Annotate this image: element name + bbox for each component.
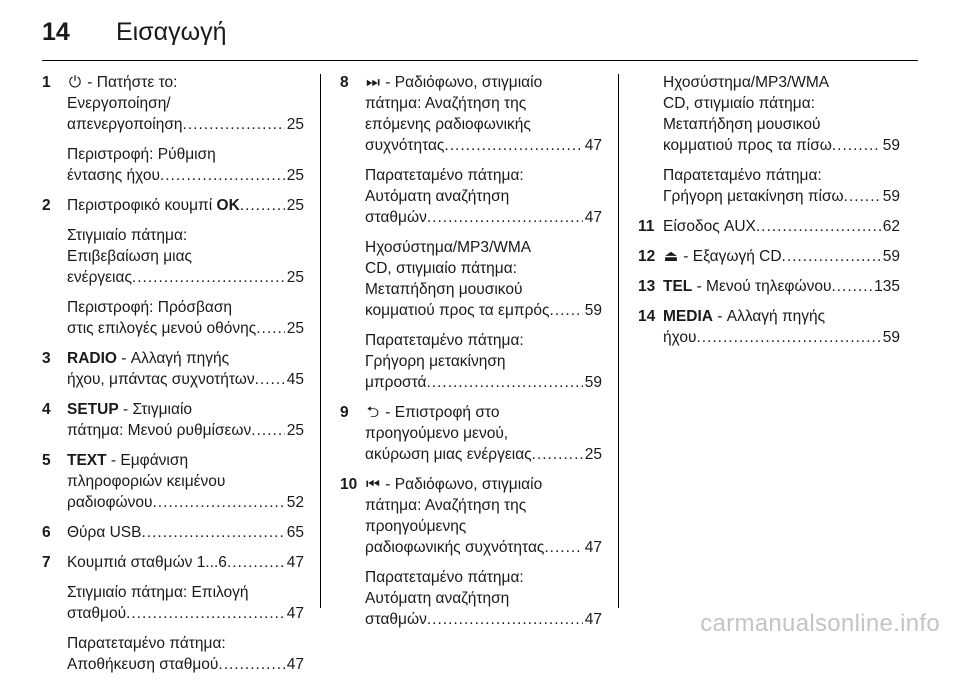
entry-paragraph xyxy=(67,582,304,624)
entry-text: πληροφοριών κειμένου xyxy=(67,473,226,490)
page-reference: 25 xyxy=(286,269,304,286)
dot-leader xyxy=(251,420,284,441)
entry-paragraph xyxy=(67,399,304,441)
entry-line xyxy=(67,471,304,492)
control-key-label: SETUP xyxy=(67,401,119,418)
entry-paragraph xyxy=(663,306,900,348)
entry-text: - Ραδιόφωνο, στιγμιαίο xyxy=(381,476,543,493)
entry-paragraph xyxy=(67,225,304,288)
entry-number: 8 xyxy=(340,74,349,91)
index-entry xyxy=(340,402,602,474)
entry-last-line xyxy=(67,603,304,624)
entry-paragraph xyxy=(67,522,304,543)
page-reference: 59 xyxy=(882,137,900,154)
entry-last-line xyxy=(663,186,900,207)
entry-line xyxy=(365,258,602,279)
entry-text: Ηχοσύστημα/MP3/WMA xyxy=(663,74,830,91)
entry-line xyxy=(67,399,304,420)
entry-last-text: ήχου, μπάντας συχνοτήτων xyxy=(67,371,255,388)
index-entry xyxy=(638,276,900,306)
entry-number: 13 xyxy=(638,278,656,295)
entry-line xyxy=(67,72,304,93)
entry-last-text: κομματιού προς τα πίσω xyxy=(663,137,832,154)
entry-last-line xyxy=(67,195,304,216)
entry-text: Αυτόματη αναζήτηση xyxy=(365,188,510,205)
entry-text: Παρατεταμένο πάτημα: xyxy=(365,332,524,349)
entry-line xyxy=(67,144,304,165)
entry-paragraph xyxy=(67,348,304,390)
entry-text: - Επιστροφή στο xyxy=(381,404,500,421)
page-reference: 25 xyxy=(286,422,304,439)
entry-last-line xyxy=(67,552,304,573)
entry-paragraph xyxy=(663,216,900,237)
entry-last-text: ραδιοφώνου xyxy=(67,494,153,511)
entry-number: 14 xyxy=(638,308,656,325)
entry-text: Στιγμιαίο πάτημα: Επιλογή xyxy=(67,584,249,601)
entry-last-text: Αποθήκευση σταθμού xyxy=(67,656,219,673)
entry-line xyxy=(365,186,602,207)
power-icon: ⏻ xyxy=(68,74,82,91)
entry-last-line xyxy=(365,207,602,228)
entry-text: πάτημα: Αναζήτηση της xyxy=(365,95,527,112)
entry-last-line xyxy=(663,276,900,297)
entry-line xyxy=(365,72,602,93)
dot-leader xyxy=(256,318,285,339)
dot-leader xyxy=(844,186,881,207)
page-reference: 45 xyxy=(286,371,304,388)
dot-leader xyxy=(427,207,583,228)
entry-text: πάτημα: Αναζήτηση της xyxy=(365,497,527,514)
entry-text: Παρατεταμένο πάτημα: xyxy=(67,635,226,652)
entry-line xyxy=(67,225,304,246)
entry-last-line xyxy=(365,300,602,321)
entry-text: Μεταπήδηση μουσικού xyxy=(663,116,821,133)
entry-last-text: σταθμών xyxy=(365,209,427,226)
entry-line xyxy=(365,279,602,300)
page-reference: 59 xyxy=(584,302,602,319)
column-1 xyxy=(42,72,304,684)
entry-text: CD, στιγμιαίο πάτημα: xyxy=(365,260,517,277)
entry-line xyxy=(365,567,602,588)
entry-body xyxy=(67,348,304,399)
entry-body xyxy=(365,474,602,639)
entry-last-text: συχνότητας xyxy=(365,137,445,154)
eject-icon: ⏏ xyxy=(663,248,679,265)
entry-text: Παρατεταμένο πάτημα: xyxy=(365,167,524,184)
entry-last-line xyxy=(365,372,602,393)
dot-leader xyxy=(218,654,284,675)
entry-text: προηγούμενο μενού, xyxy=(365,425,509,442)
entry-text: - Στιγμιαίο xyxy=(118,401,193,418)
entry-paragraph xyxy=(67,297,304,339)
page-reference: 59 xyxy=(882,329,900,346)
entry-text: Περιστροφή: Πρόσβαση xyxy=(67,299,233,316)
entry-line xyxy=(365,588,602,609)
index-entry xyxy=(340,474,602,639)
watermark: carmanualsonline.info xyxy=(700,610,940,637)
entry-last-text: στις επιλογές μενού οθόνης xyxy=(67,320,257,337)
entry-number: 12 xyxy=(638,248,656,265)
entry-last-line xyxy=(67,420,304,441)
entry-number: 11 xyxy=(638,218,655,235)
entry-last-line xyxy=(67,522,304,543)
entry-last-text: ήχου xyxy=(663,329,697,346)
index-entry xyxy=(42,399,304,450)
entry-number: 4 xyxy=(42,401,51,418)
entry-line xyxy=(365,423,602,444)
entry-text: Στιγμιαίο πάτημα: xyxy=(67,227,188,244)
index-entry xyxy=(638,306,900,357)
entry-paragraph xyxy=(67,450,304,513)
page-header xyxy=(42,12,227,52)
entry-last-line xyxy=(67,654,304,675)
entry-line xyxy=(365,495,602,516)
entry-text: Περιστροφή: Ρύθμιση xyxy=(67,146,216,163)
entry-last-text: σταθμού xyxy=(67,605,127,622)
dot-leader xyxy=(427,609,583,630)
page-reference: 47 xyxy=(286,554,304,571)
entry-last-text: μπροστά xyxy=(365,374,427,391)
page-reference: 47 xyxy=(584,611,602,628)
entry-last-line xyxy=(67,492,304,513)
page-reference: 47 xyxy=(286,605,304,622)
page-reference: 59 xyxy=(882,188,900,205)
column-3 xyxy=(638,72,900,357)
index-entry xyxy=(42,450,304,522)
page-reference: 65 xyxy=(286,524,304,541)
entry-last-line xyxy=(67,165,304,186)
entry-body xyxy=(663,72,900,216)
index-entry xyxy=(638,246,900,276)
entry-line xyxy=(365,165,602,186)
entry-line xyxy=(67,582,304,603)
column-divider xyxy=(320,74,321,608)
dot-leader xyxy=(126,603,285,624)
entry-last-line xyxy=(663,135,900,156)
entry-text: Γρήγορη μετακίνηση xyxy=(365,353,506,370)
entry-text: - Εξαγωγή CD xyxy=(679,248,782,265)
dot-leader xyxy=(782,246,881,267)
entry-line xyxy=(663,114,900,135)
column-2 xyxy=(340,72,602,639)
entry-last-text xyxy=(663,276,831,297)
entry-text: Περιστροφικό κουμπί xyxy=(67,197,217,214)
entry-text: προηγούμενης xyxy=(365,518,467,535)
entry-last-text xyxy=(663,246,782,267)
entry-last-text: Γρήγορη μετακίνηση πίσω xyxy=(663,188,844,205)
entry-line xyxy=(365,330,602,351)
entry-last-text: ενέργειας xyxy=(67,269,132,286)
entry-text: Αυτόματη αναζήτηση xyxy=(365,590,510,607)
control-key-label: MEDIA xyxy=(663,308,713,325)
entry-last-line xyxy=(67,318,304,339)
control-key-label: RADIO xyxy=(67,350,117,367)
entry-body xyxy=(67,552,304,684)
entry-paragraph xyxy=(365,402,602,465)
entry-paragraph xyxy=(67,144,304,186)
entry-paragraph xyxy=(365,72,602,156)
entry-last-text xyxy=(67,195,240,216)
entry-last-text: απενεργοποίηση xyxy=(67,116,183,133)
entry-last-line xyxy=(67,267,304,288)
entry-last-text: έντασης ήχου xyxy=(67,167,160,184)
entry-text: Ηχοσύστημα/MP3/WMA xyxy=(365,239,532,256)
dot-leader xyxy=(160,165,285,186)
entry-last-text: σταθμών xyxy=(365,611,427,628)
dot-leader xyxy=(142,522,285,543)
index-entry xyxy=(638,216,900,246)
entry-paragraph xyxy=(365,567,602,630)
entry-last-line xyxy=(67,369,304,390)
entry-paragraph xyxy=(67,195,304,216)
entry-last-text: Είσοδος AUX xyxy=(663,218,756,235)
page-reference: 62 xyxy=(882,218,900,235)
entry-number: 7 xyxy=(42,554,51,571)
dot-leader xyxy=(183,114,285,135)
skip-back-icon: ⏮ xyxy=(366,476,380,493)
entry-last-line xyxy=(365,609,602,630)
back-arrow-icon: ⮌ xyxy=(366,404,380,421)
entry-line xyxy=(663,306,900,327)
page-reference: 52 xyxy=(286,494,304,511)
entry-line xyxy=(67,633,304,654)
entry-line xyxy=(365,474,602,495)
page-reference: 59 xyxy=(882,248,900,265)
index-entry xyxy=(42,348,304,399)
entry-last-text: κομματιού προς τα εμπρός xyxy=(365,302,550,319)
entry-body xyxy=(663,216,900,246)
dot-leader xyxy=(696,327,880,348)
entry-text: - Αλλαγή πηγής xyxy=(712,308,826,325)
page-reference: 25 xyxy=(584,446,602,463)
dot-leader xyxy=(832,135,881,156)
dot-leader xyxy=(132,267,285,288)
entry-last-text: ραδιοφωνικής συχνότητας xyxy=(365,539,545,556)
entry-number xyxy=(638,72,663,216)
entry-last-line xyxy=(365,135,602,156)
entry-text: Επιβεβαίωση μιας xyxy=(67,248,193,265)
index-entry xyxy=(638,72,900,216)
index-entry xyxy=(42,552,304,684)
page-number: 14 xyxy=(42,17,70,46)
entry-last-text: Θύρα USB xyxy=(67,524,142,541)
dot-leader xyxy=(152,492,284,513)
dot-leader xyxy=(831,276,872,297)
entry-line xyxy=(365,237,602,258)
entry-text: Παρατεταμένο πάτημα: xyxy=(365,569,524,586)
entry-paragraph xyxy=(365,237,602,321)
index-entry xyxy=(340,72,602,402)
entry-line xyxy=(365,114,602,135)
entry-line xyxy=(663,165,900,186)
entry-paragraph xyxy=(663,72,900,156)
entry-paragraph xyxy=(365,165,602,228)
entry-last-line xyxy=(365,537,602,558)
entry-text: - Μενού τηλεφώνου xyxy=(692,278,832,295)
control-key-label: TEL xyxy=(663,278,693,295)
dot-leader xyxy=(544,537,582,558)
entry-text: επόμενης ραδιοφωνικής xyxy=(365,116,531,133)
control-key-label: TEXT xyxy=(67,452,107,469)
entry-body xyxy=(365,72,602,402)
dot-leader xyxy=(550,300,583,321)
entry-line xyxy=(67,450,304,471)
index-entry xyxy=(42,72,304,195)
entry-line xyxy=(663,93,900,114)
entry-paragraph xyxy=(663,276,900,297)
header-rule xyxy=(42,60,918,61)
column-divider xyxy=(618,74,619,608)
entry-last-line xyxy=(67,114,304,135)
dot-leader xyxy=(427,372,583,393)
page-reference: 47 xyxy=(584,539,602,556)
page-reference: 47 xyxy=(584,137,602,154)
entry-line xyxy=(663,72,900,93)
page-reference: 47 xyxy=(286,656,304,673)
dot-leader xyxy=(532,444,583,465)
entry-line xyxy=(365,351,602,372)
control-key-label: OK xyxy=(216,197,240,214)
entry-paragraph xyxy=(67,552,304,573)
dot-leader xyxy=(444,135,582,156)
dot-leader xyxy=(240,195,285,216)
page-reference: 25 xyxy=(286,167,304,184)
entry-last-line xyxy=(365,444,602,465)
entry-number: 3 xyxy=(42,350,51,367)
entry-line xyxy=(365,516,602,537)
entry-text: - Πατήστε το: xyxy=(83,74,178,91)
entry-text: Ενεργοποίηση/ xyxy=(67,95,171,112)
entry-body xyxy=(663,306,900,357)
entry-number: 5 xyxy=(42,452,51,469)
entry-text: - Εμφάνιση xyxy=(106,452,189,469)
skip-forward-icon: ⏭ xyxy=(366,74,380,91)
entry-line xyxy=(365,93,602,114)
entry-body xyxy=(663,246,900,276)
entry-line xyxy=(67,348,304,369)
dot-leader xyxy=(227,552,285,573)
entry-line xyxy=(67,297,304,318)
entry-text: Παρατεταμένο πάτημα: xyxy=(663,167,822,184)
dot-leader xyxy=(255,369,285,390)
entry-text: Μεταπήδηση μουσικού xyxy=(365,281,523,298)
entry-paragraph xyxy=(365,474,602,558)
entry-last-text: πάτημα: Μενού ρυθμίσεων xyxy=(67,422,252,439)
entry-number: 6 xyxy=(42,524,51,541)
entry-body xyxy=(67,399,304,450)
entry-text: - Αλλαγή πηγής xyxy=(116,350,230,367)
entry-line xyxy=(365,402,602,423)
entry-paragraph xyxy=(67,633,304,675)
entry-last-line xyxy=(663,216,900,237)
entry-last-text: Κουμπιά σταθμών 1...6 xyxy=(67,554,227,571)
entry-line xyxy=(67,246,304,267)
page-reference: 25 xyxy=(286,116,304,133)
entry-last-line xyxy=(663,246,900,267)
entry-paragraph xyxy=(365,330,602,393)
entry-number: 2 xyxy=(42,197,51,214)
entry-body xyxy=(67,72,304,195)
page-title: Εισαγωγή xyxy=(116,17,227,46)
entry-paragraph xyxy=(67,72,304,135)
index-entry xyxy=(42,195,304,348)
entry-paragraph xyxy=(663,165,900,207)
entry-body xyxy=(663,276,900,306)
entry-body xyxy=(67,450,304,522)
entry-paragraph xyxy=(663,246,900,267)
dot-leader xyxy=(756,216,881,237)
entry-text: - Ραδιόφωνο, στιγμιαίο xyxy=(381,74,543,91)
entry-body xyxy=(365,402,602,474)
entry-line xyxy=(67,93,304,114)
entry-last-line xyxy=(663,327,900,348)
entry-number: 10 xyxy=(340,476,358,493)
page-reference: 59 xyxy=(584,374,602,391)
index-entry xyxy=(42,522,304,552)
page-reference: 25 xyxy=(286,197,304,214)
entry-body xyxy=(67,522,304,552)
entry-number: 9 xyxy=(340,404,349,421)
page-reference: 135 xyxy=(874,278,900,295)
entry-text: CD, στιγμιαίο πάτημα: xyxy=(663,95,815,112)
page-reference: 25 xyxy=(286,320,304,337)
entry-body xyxy=(67,195,304,348)
page-reference: 47 xyxy=(584,209,602,226)
entry-number: 1 xyxy=(42,74,51,91)
entry-last-text: ακύρωση μιας ενέργειας xyxy=(365,446,532,463)
